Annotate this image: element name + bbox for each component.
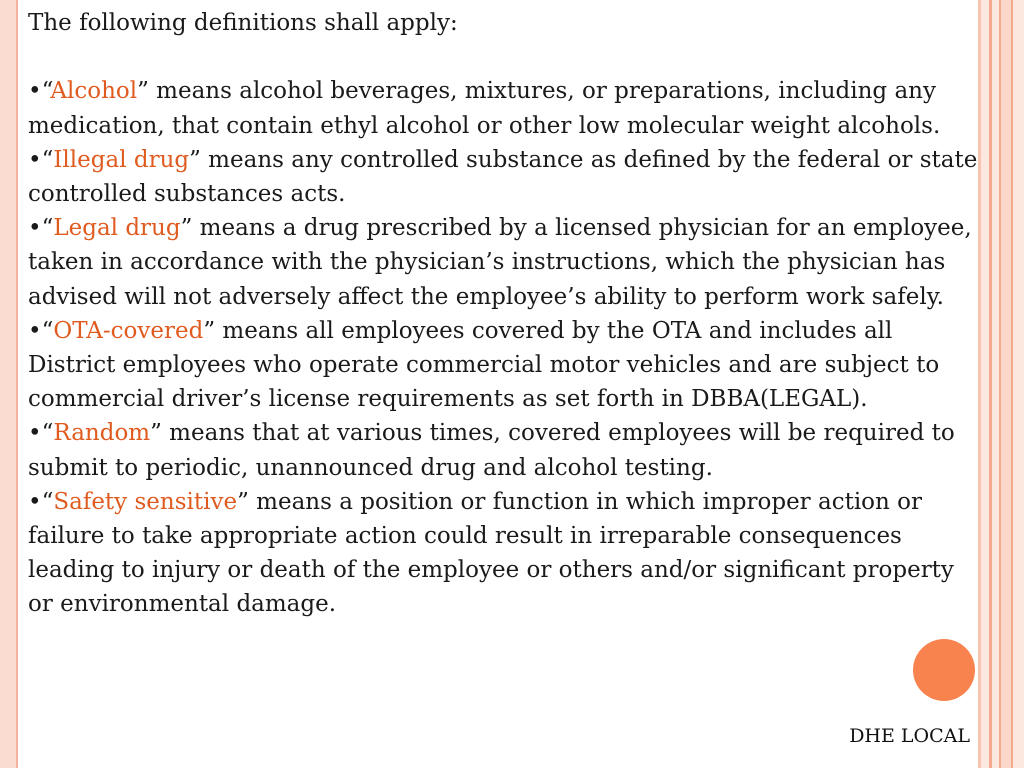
close-quote: ” xyxy=(203,317,216,344)
decorative-circle xyxy=(913,639,975,701)
bullet: • xyxy=(28,317,42,344)
open-quote: “ xyxy=(41,215,54,242)
definition-illegal-drug xyxy=(28,143,978,211)
term-safety-sensitive: Safety sensitive xyxy=(53,488,238,515)
close-quote: ” xyxy=(137,78,149,105)
close-quote: ” xyxy=(189,146,201,173)
close-quote: ” xyxy=(180,215,193,242)
bullet: • xyxy=(28,146,42,173)
open-quote: “ xyxy=(41,78,51,105)
bullet: • xyxy=(28,488,42,515)
term-ota-covered: OTA-covered xyxy=(53,317,204,344)
stripe xyxy=(981,0,989,768)
bullet: • xyxy=(28,420,42,447)
definition-legal-drug xyxy=(28,211,978,314)
stripe xyxy=(1001,0,1011,768)
definition-text: means that at various times, covered employees will be required to submit to periodic, unannounced drug and alcohol testing. xyxy=(28,420,955,481)
footer-label: DHE LOCAL xyxy=(849,725,970,747)
definition-alcohol xyxy=(28,74,978,142)
left-decorative-frame xyxy=(0,0,18,768)
open-quote: “ xyxy=(41,420,54,447)
definition-text: means any controlled substance as defined by the federal or state controlled substances acts. xyxy=(28,146,978,207)
bullet: • xyxy=(28,78,42,105)
slide-content xyxy=(28,6,978,622)
stripe xyxy=(992,0,999,768)
definition-random xyxy=(28,416,978,484)
definition-text: means alcohol beverages, mixtures, or preparations, including any medication, that contain ethyl alcohol or other low molecular weight alcohols. xyxy=(28,78,941,139)
bullet: • xyxy=(28,215,42,242)
definition-text: means all employees covered by the OTA and includes all District employees who operate commercial motor vehicles and are subject to commercial driver’s license requirements as set forth in DBBA(LEGAL). xyxy=(28,317,940,413)
term-alcohol: Alcohol xyxy=(50,78,138,105)
term-legal-drug: Legal drug xyxy=(53,215,181,242)
intro-text: The following definitions shall apply: xyxy=(28,10,458,36)
definition-safety-sensitive xyxy=(28,485,978,622)
term-illegal-drug: Illegal drug xyxy=(53,146,190,173)
stripe xyxy=(1013,0,1024,768)
close-quote: ” xyxy=(237,488,249,515)
open-quote: “ xyxy=(41,488,54,515)
definition-text: means a position or function in which improper action or failure to take appropriate action could result in irreparable consequences leading to injury or death of the employee or others and/or significant property or environmental damage. xyxy=(28,488,954,618)
definition-text: means a drug prescribed by a licensed physician for an employee, taken in accordance with the physician’s instructions, which the physician has advised will not adversely affect the employee’s ability to perform work safely. xyxy=(28,215,972,310)
open-quote: “ xyxy=(41,317,54,344)
open-quote: “ xyxy=(41,146,54,173)
right-decorative-stripes xyxy=(978,0,1024,768)
term-random: Random xyxy=(53,420,151,447)
close-quote: ” xyxy=(150,420,162,447)
definition-ota-covered xyxy=(28,314,978,417)
